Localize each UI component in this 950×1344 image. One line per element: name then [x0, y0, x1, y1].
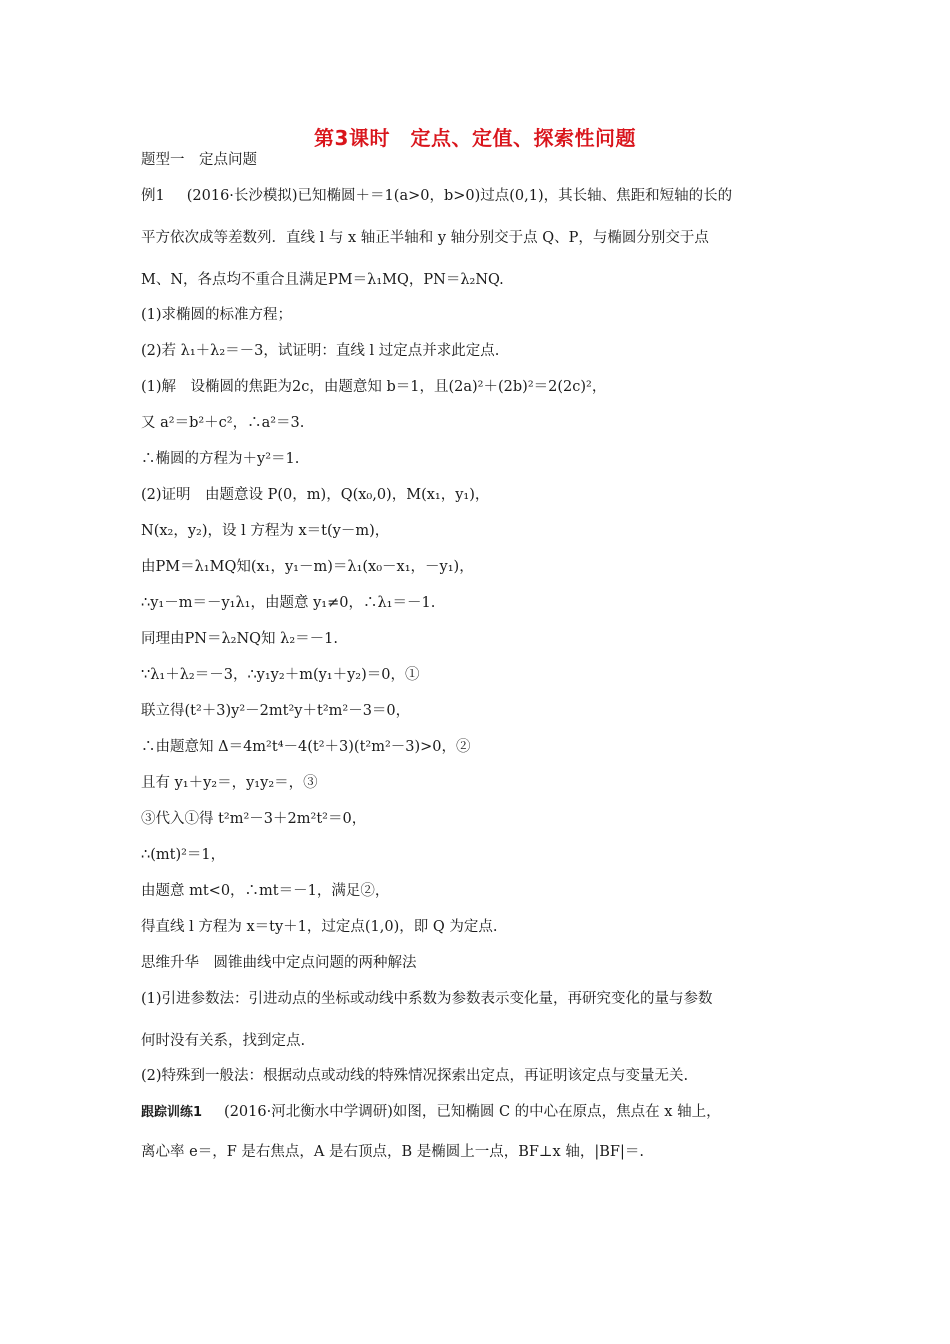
- practice-line-1: [141, 1102, 721, 1123]
- solution-line: 联立得(t²＋3)y²－2mt²y＋t²m²－3＝0，: [141, 703, 411, 719]
- summary-item-1b: 何时没有关系，找到定点.: [141, 1033, 306, 1049]
- solution-line: ∴y₁－m＝－y₁λ₁，由题意 y₁≠0，∴λ₁＝－1.: [141, 595, 436, 611]
- solution-line: 且有 y₁＋y₂＝，y₁y₂＝，③: [141, 775, 318, 791]
- solution-line: (1)解 设椭圆的焦距为2c，由题意知 b＝1，且(2a)²＋(2b)²＝2(2c)²，: [141, 379, 607, 395]
- solution-line: ∴椭圆的方程为＋y²＝1.: [141, 451, 300, 467]
- solution-line: ③代入①得 t²m²－3＋2m²t²＝0，: [141, 811, 367, 827]
- page-title: 第3课时 定点、定值、探索性问题: [314, 126, 636, 150]
- summary-item-2: (2)特殊到一般法：根据动点或动线的特殊情况探索出定点，再证明该定点与变量无关.: [141, 1068, 689, 1084]
- example-label: 例1: [141, 188, 165, 204]
- solution-line: 由题意 mt<0，∴mt＝－1，满足②，: [141, 883, 390, 899]
- question-1: (1)求椭圆的标准方程；: [141, 307, 293, 323]
- solution-line: ∴由题意知 Δ＝4m²t⁴－4(t²＋3)(t²m²－3)>0，②: [141, 739, 471, 755]
- practice-line-2: 离心率 e＝，F 是右焦点，A 是右顶点，B 是椭圆上一点，BF⊥x 轴，|BF|＝.: [141, 1144, 644, 1160]
- solution-line: 同理由PN＝λ₂NQ知 λ₂＝－1.: [141, 631, 338, 647]
- example-line-3: M、N，各点均不重合且满足PM＝λ₁MQ，PN＝λ₂NQ.: [141, 272, 504, 288]
- solution-line: 由PM＝λ₁MQ知(x₁，y₁－m)＝λ₁(x₀－x₁，－y₁)，: [141, 559, 474, 575]
- section-heading: 题型一 定点问题: [141, 152, 257, 168]
- solution-line: 又 a²＝b²＋c²，∴a²＝3.: [141, 415, 305, 431]
- solution-line: 得直线 l 方程为 x＝ty＋1，过定点(1,0)，即 Q 为定点.: [141, 919, 498, 935]
- question-2: (2)若 λ₁＋λ₂＝－3，试证明：直线 l 过定点并求此定点.: [141, 343, 500, 359]
- solution-line: ∵λ₁＋λ₂＝－3，∴y₁y₂＋m(y₁＋y₂)＝0，①: [141, 667, 420, 683]
- example-line-2: 平方依次成等差数列．直线 l 与 x 轴正半轴和 y 轴分别交于点 Q、P，与椭圆分别交于点: [141, 230, 709, 246]
- example-line-1: [141, 186, 732, 206]
- practice-text-1: (2016·河北衡水中学调研)如图，已知椭圆 C 的中心在原点，焦点在 x 轴上，: [224, 1104, 721, 1120]
- summary-item-1a: (1)引进参数法：引进动点的坐标或动线中系数为参数表示变化量，再研究变化的量与参数: [141, 991, 713, 1007]
- summary-heading: 思维升华 圆锥曲线中定点问题的两种解法: [141, 955, 417, 971]
- solution-line: ∴(mt)²＝1，: [141, 847, 226, 863]
- solution-line: (2)证明 由题意设 P(0，m)，Q(x₀,0)，M(x₁，y₁)，: [141, 487, 490, 503]
- practice-label: 跟踪训练1: [141, 1105, 203, 1120]
- solution-line: N(x₂，y₂)，设 l 方程为 x＝t(y－m)，: [141, 523, 390, 539]
- example-text-1: (2016·长沙模拟)已知椭圆＋＝1(a>0，b>0)过点(0,1)，其长轴、焦距和短轴的长的: [186, 188, 733, 204]
